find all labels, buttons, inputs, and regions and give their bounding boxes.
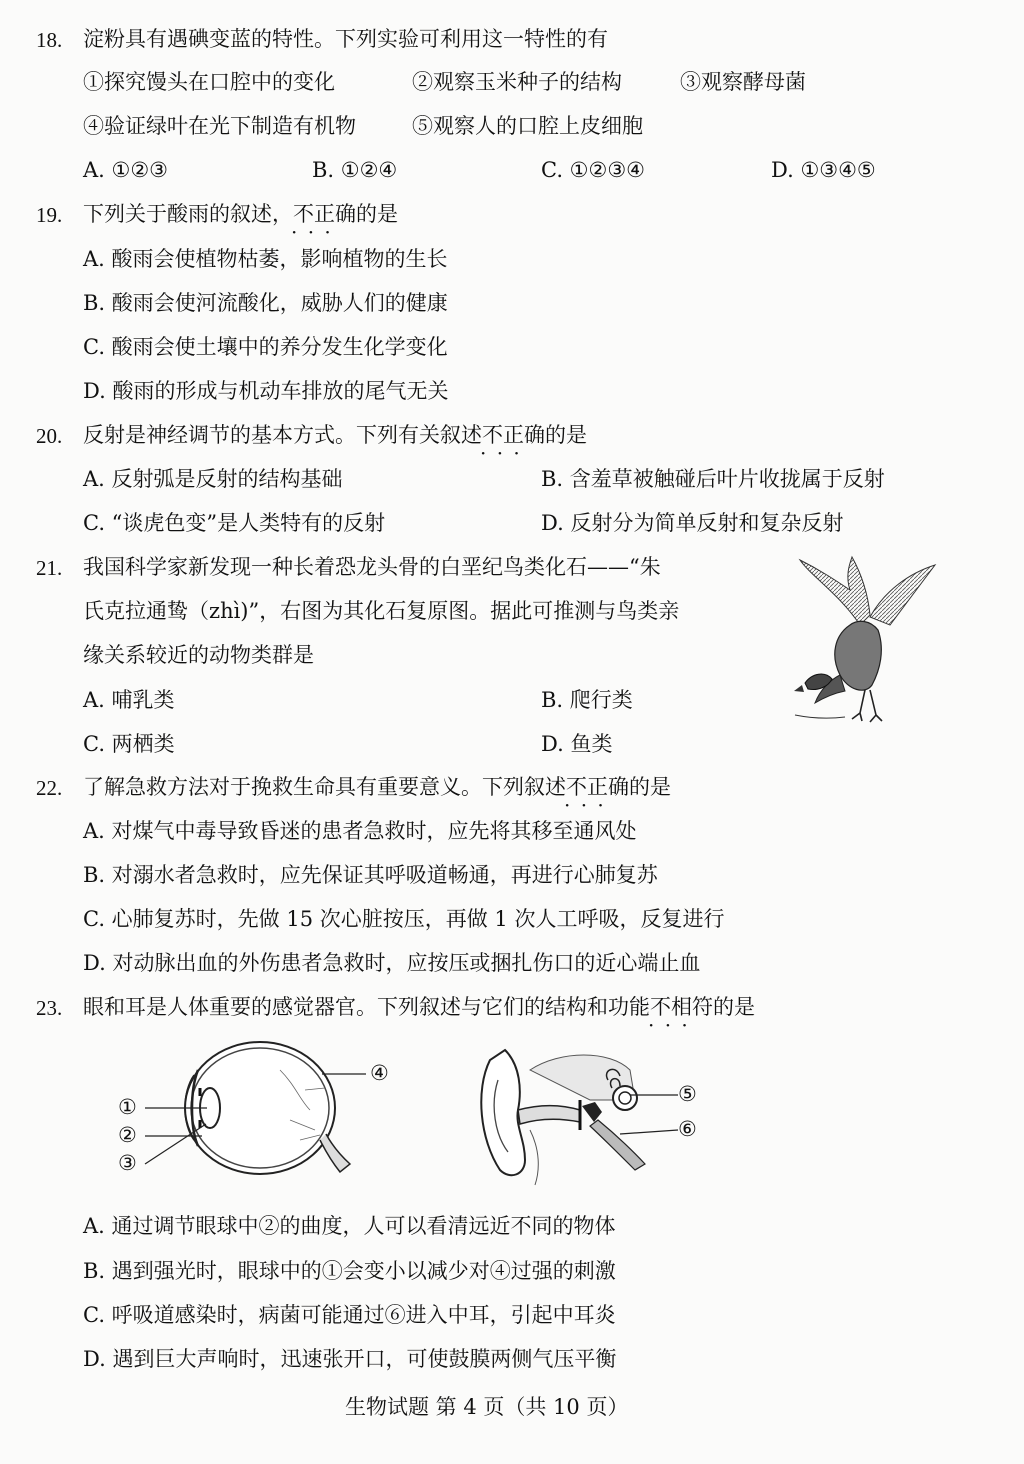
q23-option-a: A. 通过调节眼球中②的曲度，人可以看清远近不同的物体 bbox=[83, 1214, 616, 1238]
q22-option-b: B. 对溺水者急救时，应先保证其呼吸道畅通，再进行心肺复苏 bbox=[83, 863, 658, 887]
q18-item-2: ②观察玉米种子的结构 bbox=[412, 70, 622, 94]
q18-option-c: C. ①②③④ bbox=[541, 158, 645, 182]
q19-option-a: A. 酸雨会使植物枯萎，影响植物的生长 bbox=[83, 247, 448, 271]
q20-stem bbox=[83, 425, 587, 446]
q20-number: 20. bbox=[36, 424, 63, 448]
q21-option-b: B. 爬行类 bbox=[541, 688, 633, 712]
q18-stem: 淀粉具有遇碘变蓝的特性。下列实验可利用这一特性的有 bbox=[83, 27, 608, 51]
eye-label-4: ④ bbox=[370, 1061, 389, 1085]
q18-item-1: ①探究馒头在口腔中的变化 bbox=[83, 70, 335, 94]
q21-stem-line-3: 缘关系较近的动物类群是 bbox=[83, 643, 314, 667]
q21-number: 21. bbox=[36, 556, 63, 580]
q21-stem-line-1: 我国科学家新发现一种长着恐龙头骨的白垩纪鸟类化石——“朱 bbox=[83, 555, 661, 579]
q19-option-d: D. 酸雨的形成与机动车排放的尾气无关 bbox=[83, 379, 449, 403]
ear-diagram bbox=[470, 1030, 720, 1190]
q21-stem-line-2: 氏克拉通鸷（zhì)”，右图为其化石复原图。据此可推测与鸟类亲 bbox=[83, 599, 680, 623]
q23-option-c: C. 呼吸道感染时，病菌可能通过⑥进入中耳，引起中耳炎 bbox=[83, 1303, 616, 1327]
q19-stem-emphasis: 不正确 · · · bbox=[293, 204, 356, 225]
eye-label-3: ③ bbox=[118, 1151, 137, 1175]
q22-option-d: D. 对动脉出血的外伤患者急救时，应按压或捆扎伤口的近心端止血 bbox=[83, 951, 701, 975]
q18-number: 18. bbox=[36, 28, 63, 52]
q20-option-b: B. 含羞草被触碰后叶片收拢属于反射 bbox=[541, 467, 885, 491]
q19-option-c: C. 酸雨会使土壤中的养分发生化学变化 bbox=[83, 335, 448, 359]
q22-stem bbox=[83, 777, 671, 798]
q22-option-a: A. 对煤气中毒导致昏迷的患者急救时，应先将其移至通风处 bbox=[83, 819, 637, 843]
ear-label-6: ⑥ bbox=[678, 1117, 697, 1141]
page-footer: 生物试题 第 4 页（共 10 页） bbox=[345, 1395, 629, 1419]
q20-stem-b: 的是 bbox=[545, 423, 587, 447]
q23-stem-a: 眼和耳是人体重要的感觉器官。下列叙述与它们的结构和功能 bbox=[83, 995, 650, 1019]
eye-label-2: ② bbox=[118, 1123, 137, 1147]
q23-option-b: B. 遇到强光时，眼球中的①会变小以减少对④过强的刺激 bbox=[83, 1259, 616, 1283]
q18-option-d: D. ①③④⑤ bbox=[771, 158, 876, 182]
q19-option-b: B. 酸雨会使河流酸化，威胁人们的健康 bbox=[83, 291, 448, 315]
bird-fossil-illustration bbox=[790, 555, 940, 725]
q21-option-c: C. 两栖类 bbox=[83, 732, 175, 756]
q23-number: 23. bbox=[36, 996, 63, 1020]
q18-item-3: ③观察酵母菌 bbox=[680, 70, 806, 94]
q18-option-b: B. ①②④ bbox=[312, 158, 398, 182]
q19-stem-b: 的是 bbox=[356, 202, 398, 226]
q22-stem-b: 的是 bbox=[629, 775, 671, 799]
q20-stem-emphasis: 不正确 · · · bbox=[482, 425, 545, 446]
q23-stem-emphasis: 不相符 · · · bbox=[650, 997, 713, 1018]
q18-item-5: ⑤观察人的口腔上皮细胞 bbox=[412, 114, 643, 138]
eye-label-1: ① bbox=[118, 1095, 137, 1119]
q20-option-a: A. 反射弧是反射的结构基础 bbox=[83, 467, 343, 491]
q20-option-c: C. “谈虎色变”是人类特有的反射 bbox=[83, 511, 386, 535]
q21-option-a: A. 哺乳类 bbox=[83, 688, 175, 712]
q20-stem-a: 反射是神经调节的基本方式。下列有关叙述 bbox=[83, 423, 482, 447]
q19-stem-a: 下列关于酸雨的叙述， bbox=[83, 202, 293, 226]
q19-number: 19. bbox=[36, 203, 63, 227]
q20-option-d: D. 反射分为简单反射和复杂反射 bbox=[541, 511, 844, 535]
ear-label-5: ⑤ bbox=[678, 1082, 697, 1106]
q18-item-4: ④验证绿叶在光下制造有机物 bbox=[83, 114, 356, 138]
q21-option-d: D. 鱼类 bbox=[541, 732, 613, 756]
q22-stem-a: 了解急救方法对于挽救生命具有重要意义。下列叙述 bbox=[83, 775, 566, 799]
q22-stem-emphasis: 不正确 · · · bbox=[566, 777, 629, 798]
q23-option-d: D. 遇到巨大声响时，迅速张开口，可使鼓膜两侧气压平衡 bbox=[83, 1347, 617, 1371]
q19-stem bbox=[83, 204, 398, 225]
q18-option-a: A. ①②③ bbox=[83, 158, 168, 182]
q23-stem bbox=[83, 997, 755, 1018]
q22-option-c: C. 心肺复苏时，先做 15 次心脏按压，再做 1 次人工呼吸，反复进行 bbox=[83, 907, 725, 931]
q22-number: 22. bbox=[36, 776, 63, 800]
eye-diagram bbox=[110, 1030, 410, 1190]
q23-stem-b: 的是 bbox=[713, 995, 755, 1019]
